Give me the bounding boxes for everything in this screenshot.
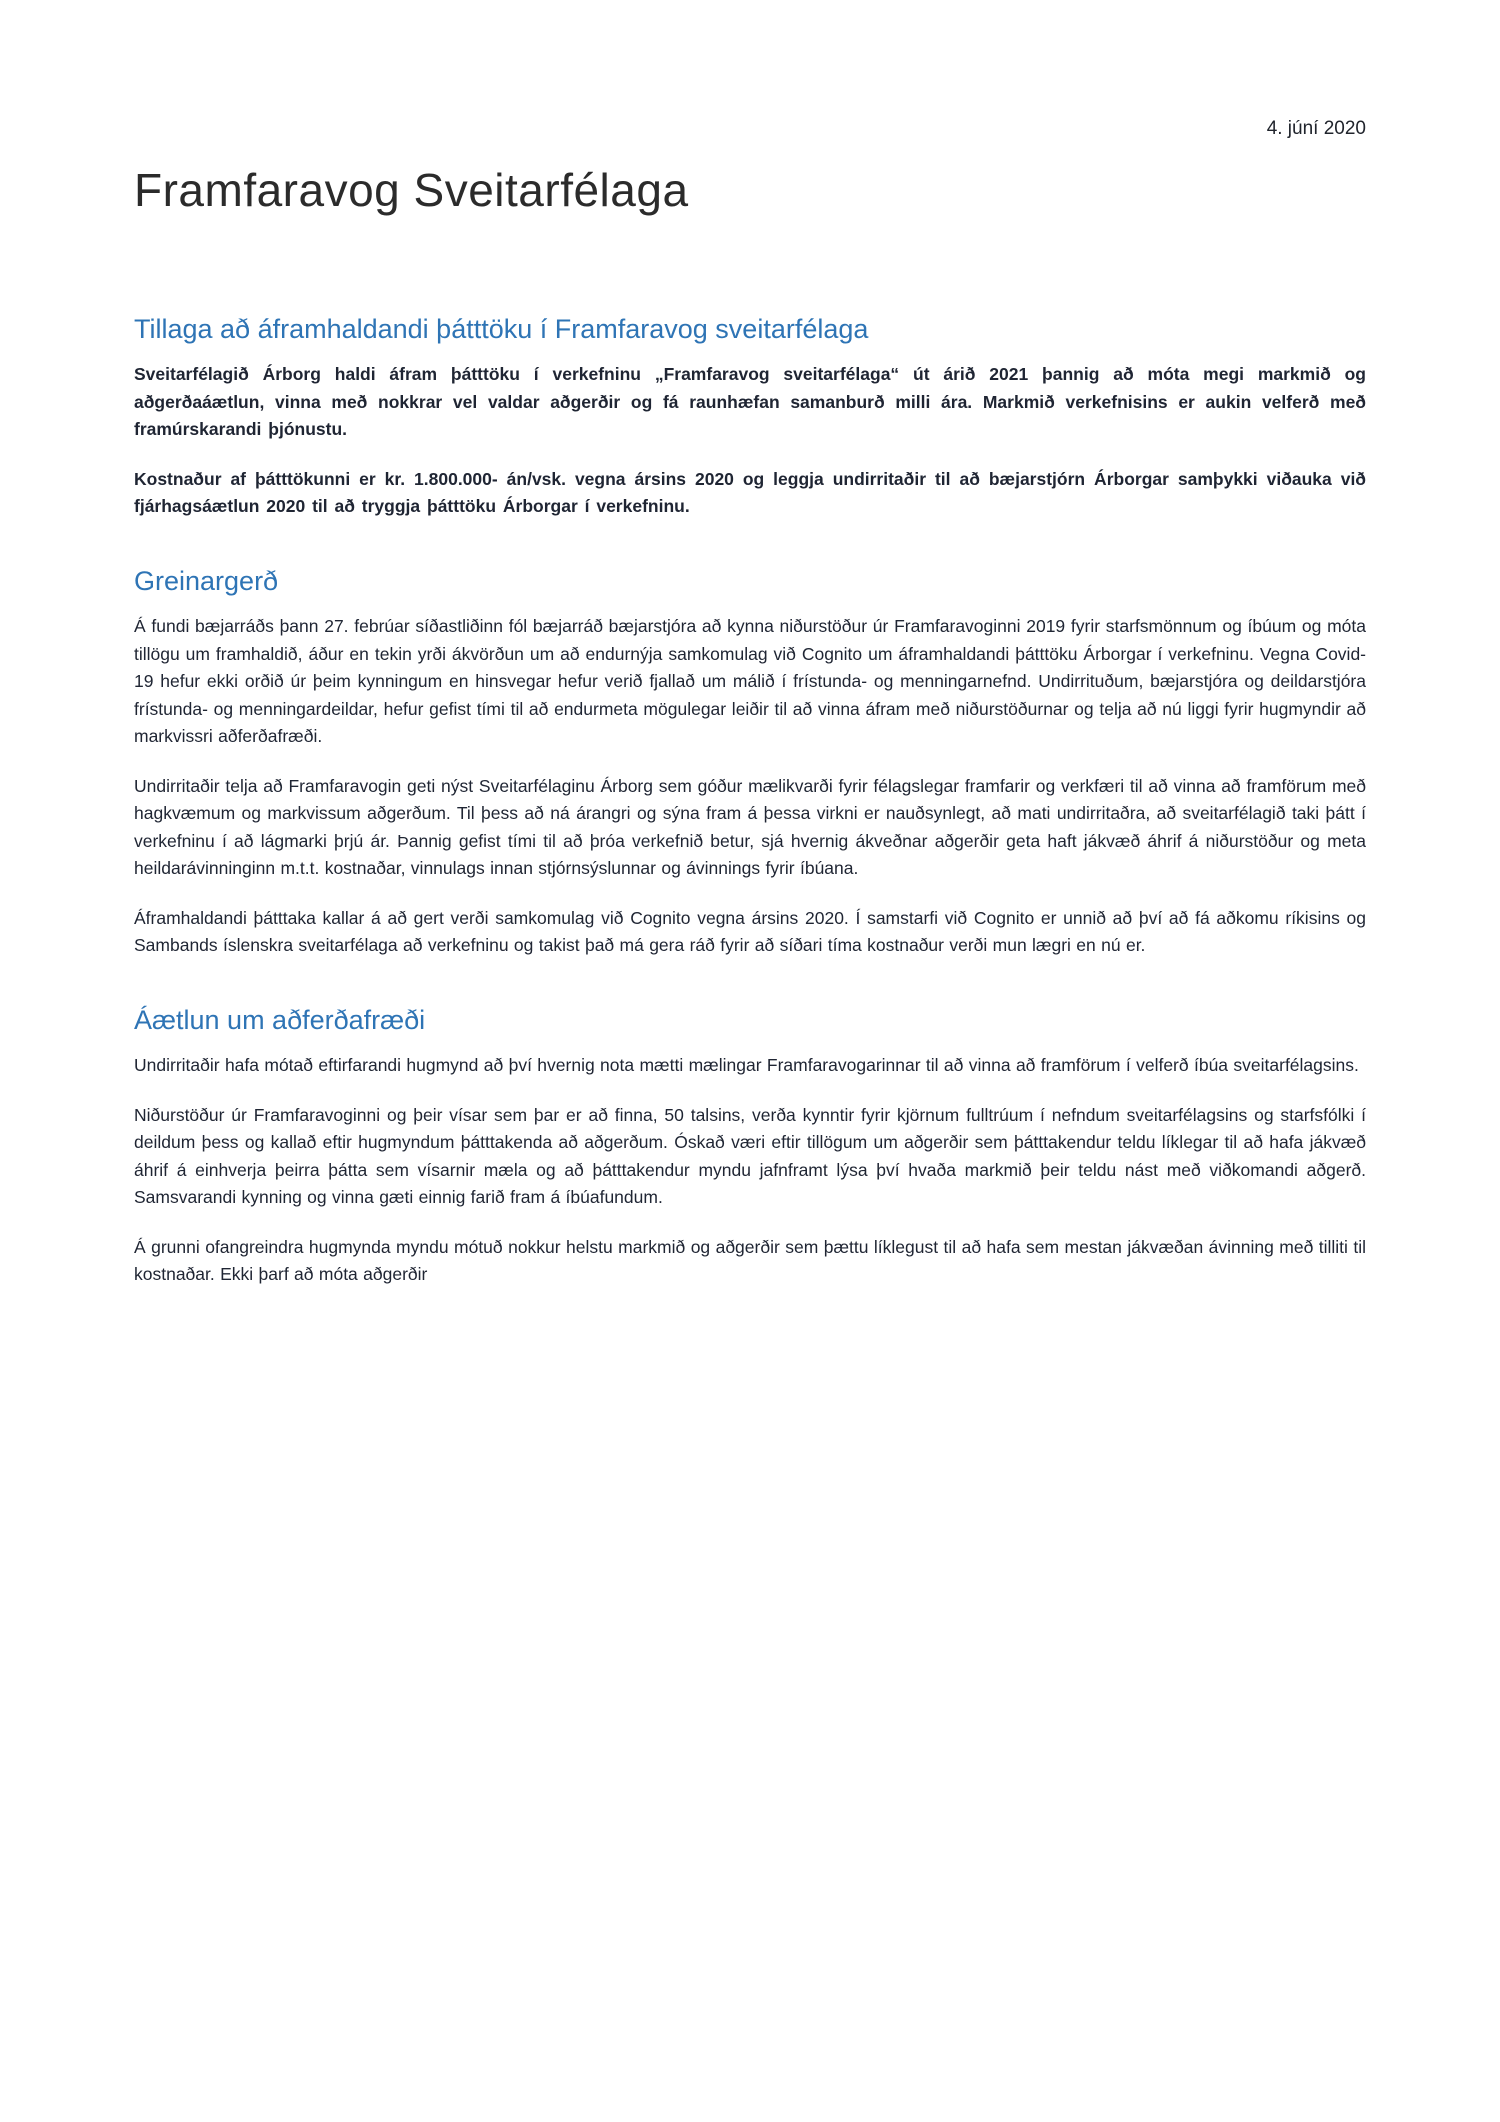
paragraph: Á grunni ofangreindra hugmynda myndu mótuð nokkur helstu markmið og aðgerðir sem þættu líklegust til að hafa sem mestan jákvæðan ávinning með tilliti til kostnaðar. Ekki þarf að móta aðgerðir [134, 1236, 1366, 1285]
title-spacer [134, 217, 1366, 313]
section-proposal [134, 313, 1366, 521]
section-heading-aaetlun: Áætlun um aðferðafræði [134, 1004, 426, 1035]
document-date: 4. júní 2020 [1266, 118, 1366, 139]
section-aaetlun [134, 1004, 1366, 1289]
section-heading-greinargerd: Greinargerð [134, 565, 279, 596]
document-title: Framfaravog Sveitarfélaga [134, 164, 689, 216]
paragraph: Sveitarfélagið Árborg haldi áfram þátttöku í verkefninu „Framfaravog sveitarfélaga“ út árið 2021 þannig að móta megi markmið og aðgerðaáætlun, vinna með nokkrar vel valdar aðgerðir og fá raunhæfan samanburð milli ára. Markmið verkefnisins er aukin velferð með framúrskarandi þjónustu. [134, 364, 1366, 440]
section-heading-proposal: Tillaga að áframhaldandi þátttöku í Framfaravog sveitarfélaga [134, 313, 869, 344]
paragraph: Undirritaðir telja að Framfaravogin geti nýst Sveitarfélaginu Árborg sem góður mælikvarði fyrir félagslegar framfarir og verkfæri til að vinna að framförum með hagkvæmum og markvissum aðgerðum. Til þess að ná árangri og sýna fram á þessa virkni er nauðsynlegt, að mati undirritaðra, að sveitarfélagið taki þátt í verkefninu í að lágmarki þrjú ár. Þannig gefist tími til að þróa verkefnið betur, sjá hvernig ákveðnar aðgerðir geta haft jákvæð áhrif á niðurstöður og meta heildarávinninginn m.t.t. kostnaðar, vinnulags innan stjórnsýslunnar og ávinnings fyrir íbúana. [134, 775, 1366, 879]
paragraph: Niðurstöður úr Framfaravoginni og þeir vísar sem þar er að finna, 50 talsins, verða kynntir fyrir kjörnum fulltrúum í nefndum sveitarfélagsins og starfsfólki í deildum þess og kallað eftir hugmyndum þátttakenda að aðgerðum. Óskað væri eftir tillögum um aðgerðir sem þátttakendur teldu líklegar til að hafa jákvæð áhrif á einhverja þeirra þátta sem vísarnir mæla og að þátttakendur myndu jafnframt lýsa því hvaða markmið þeir teldu nást með viðkomandi aðgerð. Samsvarandi kynning og vinna gæti einnig farið fram á íbúafundum. [134, 1104, 1366, 1208]
paragraph: Kostnaður af þátttökunni er kr. 1.800.000- án/vsk. vegna ársins 2020 og leggja undirritaðir til að bæjarstjórn Árborgar samþykki viðauka við fjárhagsáætlun 2020 til að tryggja þátttöku Árborgar í verkefninu. [134, 468, 1366, 517]
paragraph: Áframhaldandi þátttaka kallar á að gert verði samkomulag við Cognito vegna ársins 2020. Í samstarfi við Cognito er unnið að því að fá aðkomu ríkisins og Sambands íslenskra sveitarfélaga að verkefninu og takist það má gera ráð fyrir að síðari tíma kostnaður verði mun lægri en nú er. [134, 907, 1366, 956]
paragraph: Undirritaðir hafa mótað eftirfarandi hugmynd að því hvernig nota mætti mælingar Framfaravogarinnar til að vinna að framförum í velferð íbúa sveitarfélagsins. [134, 1055, 1359, 1076]
section-greinargerd [134, 565, 1366, 960]
paragraph: Á fundi bæjarráðs þann 27. febrúar síðastliðinn fól bæjarráð bæjarstjóra að kynna niðurstöður úr Framfaravoginni 2019 fyrir starfsmönnum og íbúum og móta tillögu um framhaldið, áður en tekin yrði ákvörðun um að endurnýja samkomulag við Cognito um áframhaldandi þátttöku Árborgar í verkefninu. Vegna Covid-19 hefur ekki orðið úr þeim kynningum en hinsvegar hefur verið fjallað um málið í frístunda- og menningarnefnd. Undirrituðum, bæjarstjóra og deildarstjóra frístunda- og menningardeildar, hefur gefist tími til að endurmeta mögulegar leiðir til að vinna áfram með niðurstöðurnar og telja að nú liggi fyrir hugmyndir að markvissri aðferðafræði. [134, 616, 1366, 747]
